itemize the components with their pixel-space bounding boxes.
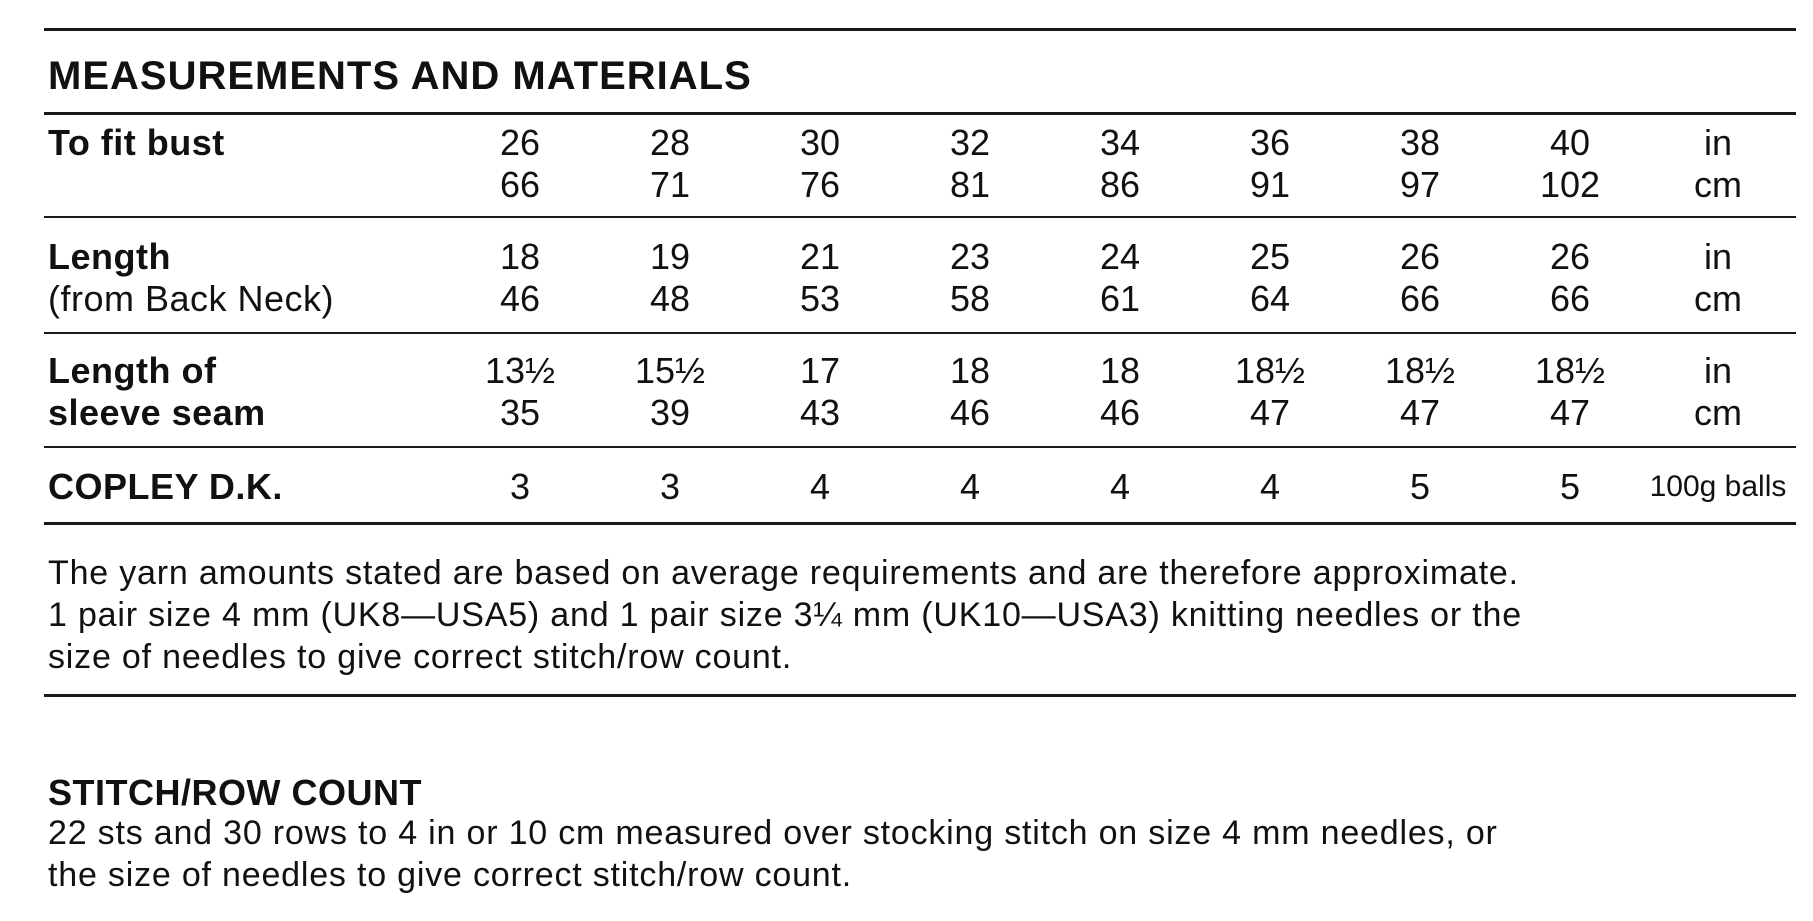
value-in: 13½	[484, 350, 556, 391]
yarn-quantity: 4	[1259, 466, 1281, 507]
note-line: 1 pair size 4 mm (UK8—USA5) and 1 pair size 3¼ mm (UK10—USA3) knitting needles or the	[48, 596, 1522, 634]
row-divider	[44, 446, 1796, 448]
row-label-line1: Length	[48, 236, 171, 277]
unit-cm: cm	[1694, 164, 1742, 205]
value-cell	[760, 236, 880, 320]
yarn-quantity: 4	[959, 466, 981, 507]
row-divider	[44, 332, 1796, 334]
value-cell	[1510, 350, 1630, 434]
value-cell	[910, 122, 1030, 206]
value-cm: 64	[1249, 278, 1291, 319]
value-cm: 35	[499, 392, 541, 433]
value-cm: 47	[1249, 392, 1291, 433]
stitch-count-line: the size of needles to give correct stitch/row count.	[48, 856, 852, 894]
value-cm: 39	[649, 392, 691, 433]
stitch-count-title: STITCH/ROW COUNT	[48, 772, 422, 813]
yarn-quantity: 5	[1409, 466, 1431, 507]
unit-cm: cm	[1694, 278, 1742, 319]
value-cm: 66	[1549, 278, 1591, 319]
value-cm: 47	[1399, 392, 1441, 433]
value-cm: 61	[1099, 278, 1141, 319]
value-cm: 76	[799, 164, 841, 205]
value-cell	[1510, 122, 1630, 206]
materials-note	[48, 552, 1788, 678]
unit-cell	[1638, 122, 1798, 206]
value-in: 28	[649, 122, 691, 163]
value-cm: 97	[1399, 164, 1441, 205]
value-cell	[1360, 122, 1480, 206]
value-cell	[760, 122, 880, 206]
unit-in: in	[1703, 122, 1733, 163]
row-label	[48, 466, 468, 508]
yarn-unit: 100g balls	[1649, 470, 1787, 503]
value-cell	[460, 350, 580, 434]
value-in: 18	[499, 236, 541, 277]
value-in: 40	[1549, 122, 1591, 163]
value-in: 18½	[1234, 350, 1306, 391]
value-cell	[1060, 122, 1180, 206]
value-in: 34	[1099, 122, 1141, 163]
value-cell	[460, 236, 580, 320]
yarn-quantity: 3	[509, 466, 531, 507]
value-cell	[1510, 236, 1630, 320]
value-cell	[1360, 236, 1480, 320]
row-label	[48, 122, 468, 164]
value-cm: 66	[499, 164, 541, 205]
value-cell	[1210, 350, 1330, 434]
note-line: The yarn amounts stated are based on average requirements and are therefore approximate.	[48, 554, 1519, 592]
value-cm: 86	[1099, 164, 1141, 205]
value-cell	[1210, 122, 1330, 206]
yarn-quantity: 5	[1559, 466, 1581, 507]
value-in: 26	[499, 122, 541, 163]
value-in: 18	[1099, 350, 1141, 391]
value-cell	[610, 350, 730, 434]
value-in: 25	[1249, 236, 1291, 277]
unit-cell	[1638, 236, 1798, 320]
table-bottom-rule	[44, 522, 1796, 525]
unit-cell	[1638, 350, 1798, 434]
value-cell	[1210, 236, 1330, 320]
value-in: 18	[949, 350, 991, 391]
value-cell	[910, 350, 1030, 434]
row-label-line1: COPLEY D.K.	[48, 466, 283, 507]
unit-cm: cm	[1694, 392, 1742, 433]
value-in: 18½	[1384, 350, 1456, 391]
row-divider	[44, 216, 1796, 218]
value-cm: 91	[1249, 164, 1291, 205]
yarn-quantity: 4	[1109, 466, 1131, 507]
row-label-line2: sleeve seam	[48, 392, 266, 433]
note-line: size of needles to give correct stitch/row count.	[48, 638, 793, 676]
value-in: 17	[799, 350, 841, 391]
value-in: 26	[1399, 236, 1441, 277]
value-in: 19	[649, 236, 691, 277]
value-cm: 48	[649, 278, 691, 319]
header-rule	[44, 112, 1796, 115]
value-cell	[1360, 350, 1480, 434]
value-cell	[610, 236, 730, 320]
row-label-line1: Length of	[48, 350, 217, 391]
value-in: 21	[799, 236, 841, 277]
value-cm: 81	[949, 164, 991, 205]
value-cell	[1060, 236, 1180, 320]
section-title: MEASUREMENTS AND MATERIALS	[48, 54, 752, 98]
yarn-quantity: 4	[809, 466, 831, 507]
value-in: 32	[949, 122, 991, 163]
value-cm: 47	[1549, 392, 1591, 433]
value-cell	[1060, 350, 1180, 434]
value-cm: 71	[649, 164, 691, 205]
value-in: 23	[949, 236, 991, 277]
unit-in: in	[1703, 236, 1733, 277]
section-end-rule	[44, 694, 1796, 697]
row-label-line1: To fit bust	[48, 122, 225, 163]
value-cm: 46	[949, 392, 991, 433]
value-cell	[910, 236, 1030, 320]
value-in: 36	[1249, 122, 1291, 163]
row-label	[48, 236, 468, 320]
value-in: 38	[1399, 122, 1441, 163]
row-label	[48, 350, 468, 434]
value-cm: 46	[1099, 392, 1141, 433]
value-in: 18½	[1534, 350, 1606, 391]
value-cell	[460, 122, 580, 206]
value-cm: 66	[1399, 278, 1441, 319]
value-in: 24	[1099, 236, 1141, 277]
row-label-line2: (from Back Neck)	[48, 278, 335, 319]
value-in: 30	[799, 122, 841, 163]
yarn-quantity: 3	[659, 466, 681, 507]
value-cm: 102	[1539, 164, 1601, 205]
value-cm: 43	[799, 392, 841, 433]
value-cell	[610, 122, 730, 206]
value-cm: 46	[499, 278, 541, 319]
value-cm: 53	[799, 278, 841, 319]
stitch-count-text	[48, 812, 1788, 896]
stitch-count-line: 22 sts and 30 rows to 4 in or 10 cm measured over stocking stitch on size 4 mm needles, or	[48, 814, 1498, 852]
value-in: 15½	[634, 350, 706, 391]
value-cm: 58	[949, 278, 991, 319]
value-in: 26	[1549, 236, 1591, 277]
unit-in: in	[1703, 350, 1733, 391]
top-rule	[44, 28, 1796, 31]
value-cell	[760, 350, 880, 434]
